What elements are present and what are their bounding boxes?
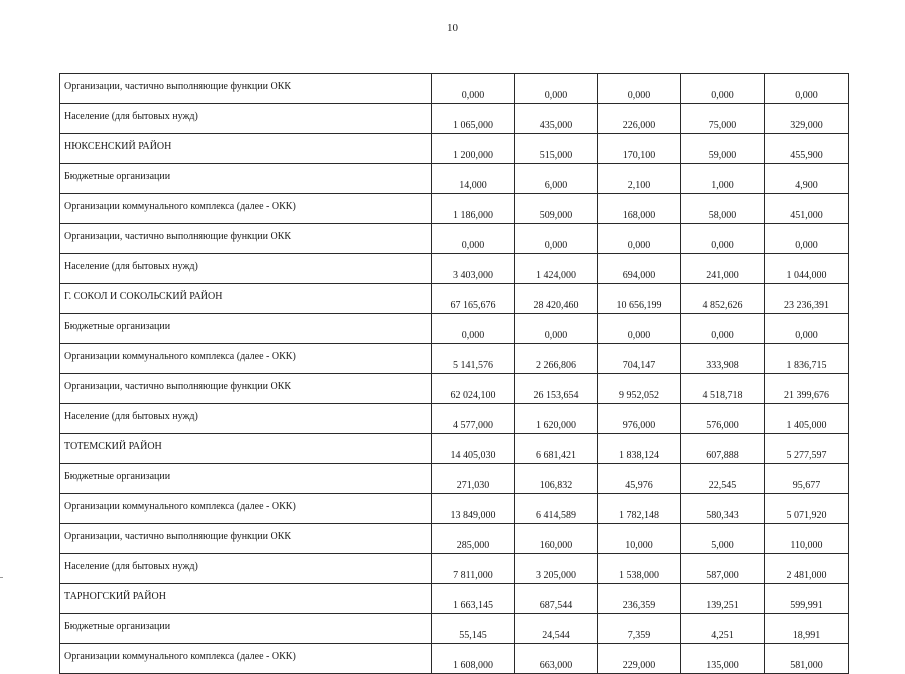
- row-label: НЮКСЕНСКИЙ РАЙОН: [60, 134, 432, 164]
- cell-value: 1 608,000: [432, 644, 515, 674]
- cell-value: 1 044,000: [765, 254, 849, 284]
- cell-value: 135,000: [681, 644, 765, 674]
- cell-value: 2 481,000: [765, 554, 849, 584]
- cell-value: 509,000: [515, 194, 598, 224]
- cell-value: 1,000: [681, 164, 765, 194]
- cell-value: 1 186,000: [432, 194, 515, 224]
- row-label: Население (для бытовых нужд): [60, 404, 432, 434]
- cell-value: 451,000: [765, 194, 849, 224]
- row-label: Г. СОКОЛ И СОКОЛЬСКИЙ РАЙОН: [60, 284, 432, 314]
- cell-value: 0,000: [765, 224, 849, 254]
- cell-value: 0,000: [598, 74, 681, 104]
- cell-value: 241,000: [681, 254, 765, 284]
- table-row: [60, 254, 849, 284]
- cell-value: 0,000: [515, 74, 598, 104]
- cell-value: 28 420,460: [515, 284, 598, 314]
- row-label: ТОТЕМСКИЙ РАЙОН: [60, 434, 432, 464]
- row-label: Бюджетные организации: [60, 464, 432, 494]
- table-row: [60, 434, 849, 464]
- row-label: Население (для бытовых нужд): [60, 254, 432, 284]
- row-label: Организации коммунального комплекса (далее - ОКК): [60, 344, 432, 374]
- cell-value: 4 577,000: [432, 404, 515, 434]
- cell-value: 14 405,030: [432, 434, 515, 464]
- row-label: Организации, частично выполняющие функции ОКК: [60, 524, 432, 554]
- table-row: [60, 524, 849, 554]
- cell-value: 6 681,421: [515, 434, 598, 464]
- cell-value: 455,900: [765, 134, 849, 164]
- cell-value: 3 403,000: [432, 254, 515, 284]
- table-row: [60, 644, 849, 674]
- cell-value: 0,000: [765, 314, 849, 344]
- table-row: [60, 164, 849, 194]
- row-label: Организации коммунального комплекса (далее - ОКК): [60, 644, 432, 674]
- cell-value: 22,545: [681, 464, 765, 494]
- cell-value: 13 849,000: [432, 494, 515, 524]
- cell-value: 694,000: [598, 254, 681, 284]
- cell-value: 3 205,000: [515, 554, 598, 584]
- cell-value: 581,000: [765, 644, 849, 674]
- cell-value: 24,544: [515, 614, 598, 644]
- cell-value: 587,000: [681, 554, 765, 584]
- cell-value: 5 071,920: [765, 494, 849, 524]
- table-row: [60, 194, 849, 224]
- cell-value: 329,000: [765, 104, 849, 134]
- cell-value: 170,100: [598, 134, 681, 164]
- row-label: Бюджетные организации: [60, 314, 432, 344]
- row-label: Организации, частично выполняющие функции ОКК: [60, 224, 432, 254]
- cell-value: 1 663,145: [432, 584, 515, 614]
- cell-value: 55,145: [432, 614, 515, 644]
- table-row: [60, 314, 849, 344]
- cell-value: 18,991: [765, 614, 849, 644]
- cell-value: 5,000: [681, 524, 765, 554]
- cell-value: 236,359: [598, 584, 681, 614]
- row-label: Население (для бытовых нужд): [60, 104, 432, 134]
- cell-value: 515,000: [515, 134, 598, 164]
- cell-value: 1 200,000: [432, 134, 515, 164]
- cell-value: 663,000: [515, 644, 598, 674]
- row-label: ТАРНОГСКИЙ РАЙОН: [60, 584, 432, 614]
- cell-value: 1 405,000: [765, 404, 849, 434]
- cell-value: 1 065,000: [432, 104, 515, 134]
- cell-value: 576,000: [681, 404, 765, 434]
- cell-value: 5 277,597: [765, 434, 849, 464]
- cell-value: 607,888: [681, 434, 765, 464]
- cell-value: 6 414,589: [515, 494, 598, 524]
- cell-value: 0,000: [432, 224, 515, 254]
- cell-value: 0,000: [515, 314, 598, 344]
- cell-value: 0,000: [765, 74, 849, 104]
- cell-value: 59,000: [681, 134, 765, 164]
- cell-value: 1 620,000: [515, 404, 598, 434]
- cell-value: 168,000: [598, 194, 681, 224]
- cell-value: 9 952,052: [598, 374, 681, 404]
- cell-value: 45,976: [598, 464, 681, 494]
- cell-value: 95,677: [765, 464, 849, 494]
- cell-value: 23 236,391: [765, 284, 849, 314]
- row-label: Бюджетные организации: [60, 614, 432, 644]
- cell-value: 4,900: [765, 164, 849, 194]
- cell-value: 14,000: [432, 164, 515, 194]
- cell-value: 226,000: [598, 104, 681, 134]
- cell-value: 110,000: [765, 524, 849, 554]
- table-row: [60, 224, 849, 254]
- cell-value: 0,000: [598, 314, 681, 344]
- cell-value: 0,000: [598, 224, 681, 254]
- cell-value: 580,343: [681, 494, 765, 524]
- row-label: Организации, частично выполняющие функции ОКК: [60, 374, 432, 404]
- table-row: [60, 614, 849, 644]
- cell-value: 160,000: [515, 524, 598, 554]
- cell-value: 7,359: [598, 614, 681, 644]
- cell-value: 333,908: [681, 344, 765, 374]
- cell-value: 599,991: [765, 584, 849, 614]
- table-row: [60, 104, 849, 134]
- cell-value: 67 165,676: [432, 284, 515, 314]
- cell-value: 687,544: [515, 584, 598, 614]
- cell-value: 1 838,124: [598, 434, 681, 464]
- cell-value: 285,000: [432, 524, 515, 554]
- table-row: [60, 584, 849, 614]
- table-row: [60, 494, 849, 524]
- data-table: [59, 73, 849, 674]
- cell-value: 229,000: [598, 644, 681, 674]
- cell-value: 0,000: [432, 314, 515, 344]
- cell-value: 435,000: [515, 104, 598, 134]
- row-label: Организации коммунального комплекса (далее - ОКК): [60, 194, 432, 224]
- page-number: 10: [447, 22, 458, 34]
- table-row: [60, 554, 849, 584]
- cell-value: 6,000: [515, 164, 598, 194]
- cell-value: 4,251: [681, 614, 765, 644]
- cell-value: 26 153,654: [515, 374, 598, 404]
- table-row: [60, 134, 849, 164]
- cell-value: 5 141,576: [432, 344, 515, 374]
- row-label: Организации, частично выполняющие функции ОКК: [60, 74, 432, 104]
- cell-value: 2 266,806: [515, 344, 598, 374]
- row-label: Население (для бытовых нужд): [60, 554, 432, 584]
- cell-value: 58,000: [681, 194, 765, 224]
- cell-value: 1 782,148: [598, 494, 681, 524]
- table-row: [60, 284, 849, 314]
- cell-value: 4 852,626: [681, 284, 765, 314]
- cell-value: 271,030: [432, 464, 515, 494]
- cell-value: 10 656,199: [598, 284, 681, 314]
- cell-value: 0,000: [681, 224, 765, 254]
- cell-value: 1 538,000: [598, 554, 681, 584]
- table-row: [60, 74, 849, 104]
- scan-edge-mark: [0, 577, 3, 578]
- cell-value: 62 024,100: [432, 374, 515, 404]
- table-row: [60, 404, 849, 434]
- cell-value: 4 518,718: [681, 374, 765, 404]
- cell-value: 7 811,000: [432, 554, 515, 584]
- cell-value: 2,100: [598, 164, 681, 194]
- cell-value: 106,832: [515, 464, 598, 494]
- table-row: [60, 344, 849, 374]
- cell-value: 75,000: [681, 104, 765, 134]
- cell-value: 1 836,715: [765, 344, 849, 374]
- cell-value: 0,000: [432, 74, 515, 104]
- row-label: Бюджетные организации: [60, 164, 432, 194]
- cell-value: 0,000: [515, 224, 598, 254]
- cell-value: 1 424,000: [515, 254, 598, 284]
- cell-value: 704,147: [598, 344, 681, 374]
- table-row: [60, 374, 849, 404]
- row-label: Организации коммунального комплекса (далее - ОКК): [60, 494, 432, 524]
- table-row: [60, 464, 849, 494]
- cell-value: 10,000: [598, 524, 681, 554]
- cell-value: 0,000: [681, 74, 765, 104]
- cell-value: 976,000: [598, 404, 681, 434]
- table-body: [60, 74, 849, 674]
- cell-value: 21 399,676: [765, 374, 849, 404]
- cell-value: 139,251: [681, 584, 765, 614]
- cell-value: 0,000: [681, 314, 765, 344]
